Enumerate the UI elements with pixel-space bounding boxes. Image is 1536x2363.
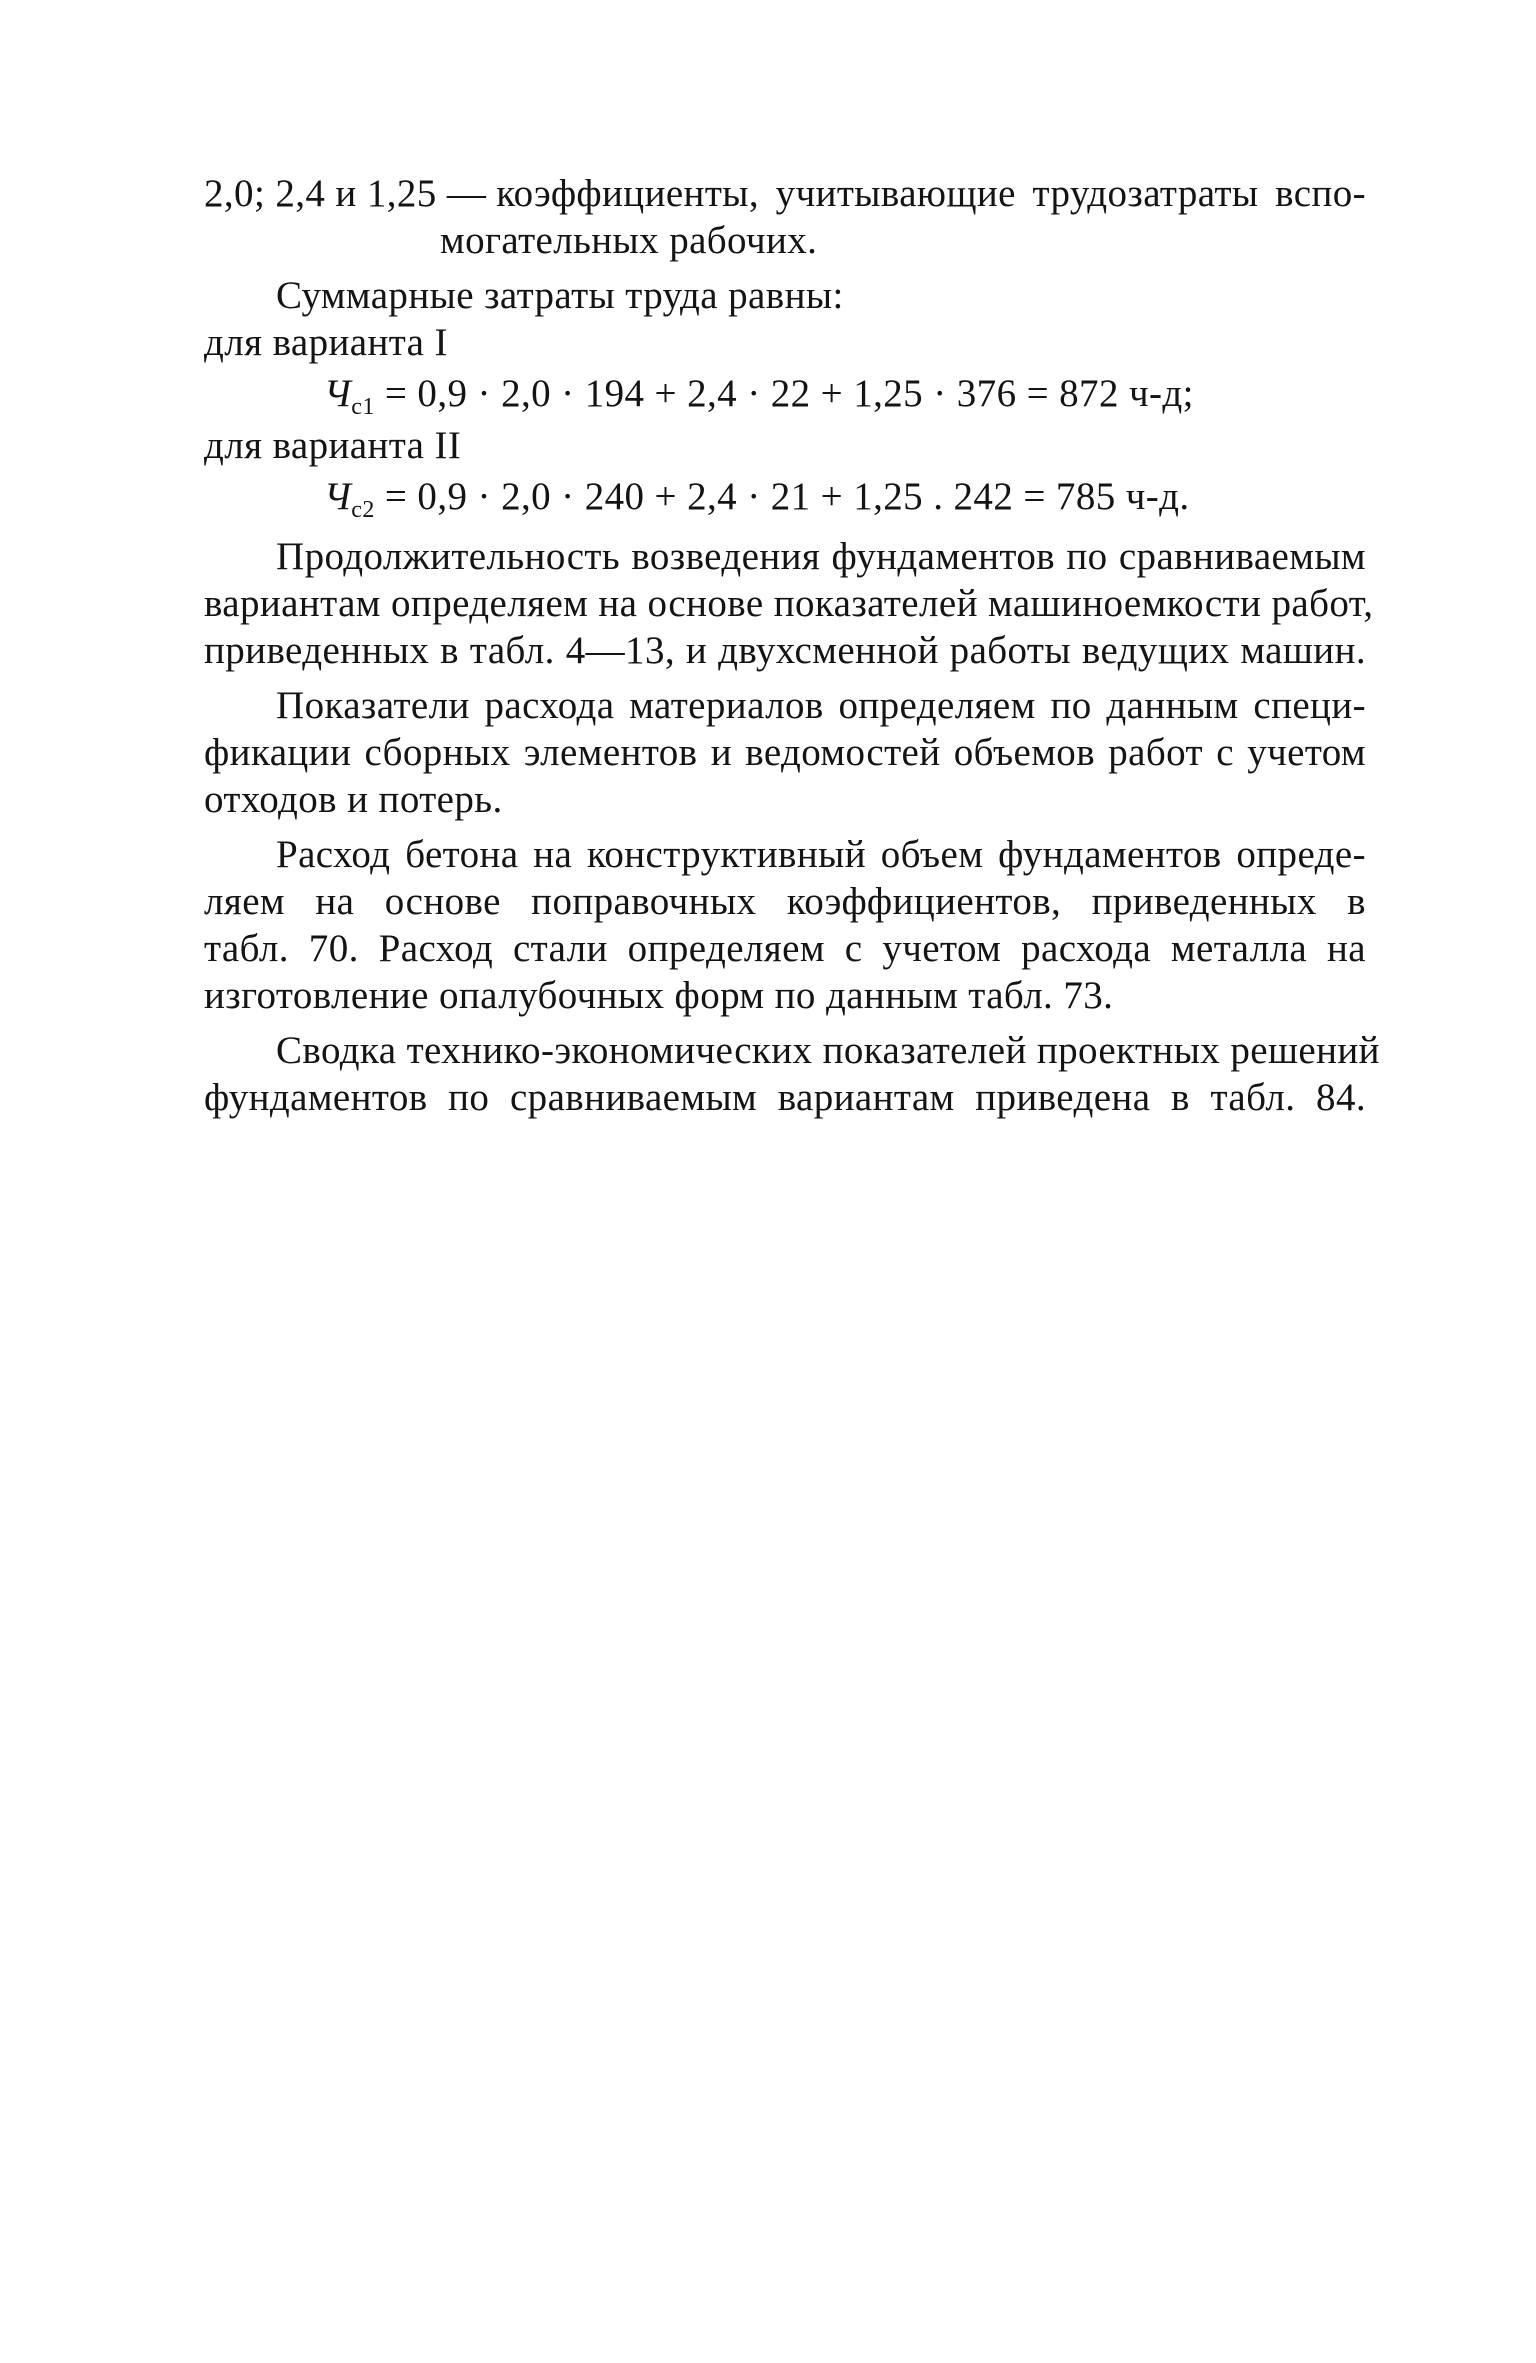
paragraph-summary-table bbox=[204, 1027, 1380, 1121]
paragraph-line: изготовление опалубочных форм по данным табл. 73. bbox=[204, 974, 1114, 1017]
coefficients-line bbox=[204, 170, 1366, 217]
variant-1-label: для варианта I bbox=[204, 321, 448, 364]
paragraph-line: отходов и потерь. bbox=[204, 778, 503, 821]
paragraph-line: Сводка технико-экономических показателей проектных решений bbox=[276, 1029, 1380, 1072]
paragraph-line: Продолжительность возведения фундаментов по сравниваемым bbox=[276, 535, 1366, 578]
paragraph-duration bbox=[204, 533, 1374, 674]
paragraph-line: фундаментов по сравниваемым вариантам приведена в табл. 84. bbox=[204, 1076, 1366, 1119]
body-text bbox=[204, 170, 1380, 1121]
formula-1-symbol: Ч bbox=[324, 372, 352, 415]
formula-2-subscript: с2 bbox=[351, 497, 375, 523]
paragraph-line: ляем на основе поправочных коэффициентов, приведенных в bbox=[204, 880, 1366, 923]
coefficients-values: 2,0; 2,4 и 1,25 — bbox=[204, 172, 487, 215]
paragraph-line: табл. 70. Расход стали определяем с учетом расхода металла на bbox=[204, 927, 1366, 970]
paragraph-line: Расход бетона на конструктивный объем фундаментов опреде- bbox=[276, 833, 1366, 876]
formula-2-expression: = 0,9 · 2,0 · 240 + 2,4 · 21 + 1,25 . 242 = 785 ч-д. bbox=[374, 475, 1190, 518]
paragraph-line: вариантам определяем на основе показателей машиноемкости работ, bbox=[204, 582, 1374, 625]
variant-2-label: для варианта II bbox=[204, 424, 462, 467]
formula-variant-1 bbox=[204, 366, 1366, 422]
formula-2-symbol: Ч bbox=[324, 475, 352, 518]
paragraph-materials bbox=[204, 682, 1366, 823]
summary-heading: Суммарные затраты труда равны: bbox=[276, 274, 844, 317]
paragraph-line: приведенных в табл. 4—13, и двухсменной работы ведущих машин. bbox=[204, 629, 1366, 672]
formula-variant-2 bbox=[204, 469, 1366, 525]
coefficients-continuation: могательных рабочих. bbox=[440, 219, 818, 262]
formula-1-expression: = 0,9 · 2,0 · 194 + 2,4 · 22 + 1,25 · 376 = 872 ч-д; bbox=[374, 372, 1194, 415]
formula-1-subscript: с1 bbox=[351, 394, 375, 420]
paragraph-line: фикации сборных элементов и ведомостей объемов работ с учетом bbox=[204, 731, 1366, 774]
coefficients-description: коэффициенты, учитывающие трудозатраты вспо- bbox=[496, 172, 1366, 215]
paragraph-line: Показатели расхода материалов определяем по данным специ- bbox=[276, 684, 1366, 727]
paragraph-concrete bbox=[204, 831, 1366, 1019]
